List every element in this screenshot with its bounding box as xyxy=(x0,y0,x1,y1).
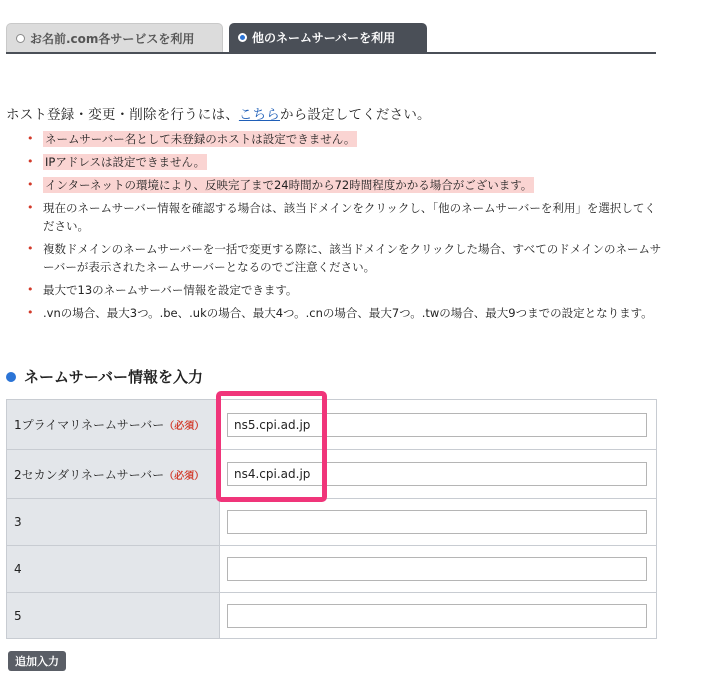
nameserver-4-input[interactable] xyxy=(227,557,647,581)
host-settings-link[interactable]: こちら xyxy=(238,107,281,123)
table-row xyxy=(7,593,657,639)
table-row xyxy=(7,400,657,450)
tab-onamae-services[interactable] xyxy=(6,23,223,52)
bullet-icon: • xyxy=(27,132,34,145)
required-mark: （必須） xyxy=(164,421,205,432)
tab-label: 他のネームサーバーを利用 xyxy=(252,31,396,45)
bullet-icon: • xyxy=(27,306,34,319)
radio-unselected-icon[interactable] xyxy=(16,34,25,43)
nameserver-5-input[interactable] xyxy=(227,604,647,628)
section-title: ネームサーバー情報を入力 xyxy=(6,366,203,387)
bullet-icon: • xyxy=(27,155,34,168)
nameserver-tabs xyxy=(6,23,656,54)
notes-list xyxy=(27,130,663,322)
bullet-icon: • xyxy=(27,242,34,255)
section-dot-icon xyxy=(6,372,16,382)
intro-after: から設定してください。 xyxy=(280,107,431,123)
row-label: 4 xyxy=(7,546,220,593)
list-item: • .vnの場合、最大3つ。.be、.ukの場合、最大4つ。.cnの場合、最大7つ。.twの場合、最大9つまでの設定となります。 xyxy=(27,306,653,320)
list-item: • インターネットの環境により、反映完了まで24時間から72時間程度かかる場合がございます。 xyxy=(27,178,533,192)
row-label: 1プライマリネームサーバー（必須） xyxy=(7,400,220,450)
primary-nameserver-input[interactable]: ns5.cpi.ad.jp xyxy=(227,413,647,437)
annotation-highlight-box xyxy=(216,391,327,502)
tab-label: お名前.com各サービスを利用 xyxy=(30,31,195,46)
list-item: • 現在のネームサーバー情報を確認する場合は、該当ドメインをクリックし、「他のネームサーバーを利用」を選択してください。 xyxy=(27,201,656,233)
add-input-button[interactable]: 追加入力 xyxy=(8,651,66,671)
intro-text xyxy=(6,103,431,123)
table-row xyxy=(7,499,657,546)
nameserver-table xyxy=(6,399,657,639)
bullet-icon: • xyxy=(27,283,34,296)
required-mark: （必須） xyxy=(164,470,205,482)
tab-underline xyxy=(6,52,656,54)
table-row xyxy=(7,450,657,499)
intro-before: ホスト登録・変更・削除を行うには、 xyxy=(6,107,239,123)
tab-other-nameserver[interactable] xyxy=(229,23,427,52)
table-row xyxy=(7,546,657,593)
bullet-icon: • xyxy=(27,201,34,214)
row-label: 5 xyxy=(7,593,220,639)
bullet-icon: • xyxy=(27,178,34,191)
secondary-nameserver-input[interactable]: ns4.cpi.ad.jp xyxy=(227,462,647,486)
list-item: • 最大で13のネームサーバー情報を設定できます。 xyxy=(27,283,298,297)
nameserver-3-input[interactable] xyxy=(227,510,647,534)
row-label: 3 xyxy=(7,499,220,546)
row-label: 2セカンダリネームサーバー（必須） xyxy=(7,450,220,499)
list-item: • IPアドレスは設定できません。 xyxy=(27,155,206,169)
list-item: • 複数ドメインのネームサーバーを一括で変更する際に、該当ドメインをクリックした場合、すべてのドメインのネームサーバーが表示されたネームサーバーとなるのでご注意ください。 xyxy=(27,242,662,274)
list-item: • ネームサーバー名として未登録のホストは設定できません。 xyxy=(27,132,356,146)
radio-selected-icon[interactable] xyxy=(238,33,247,42)
